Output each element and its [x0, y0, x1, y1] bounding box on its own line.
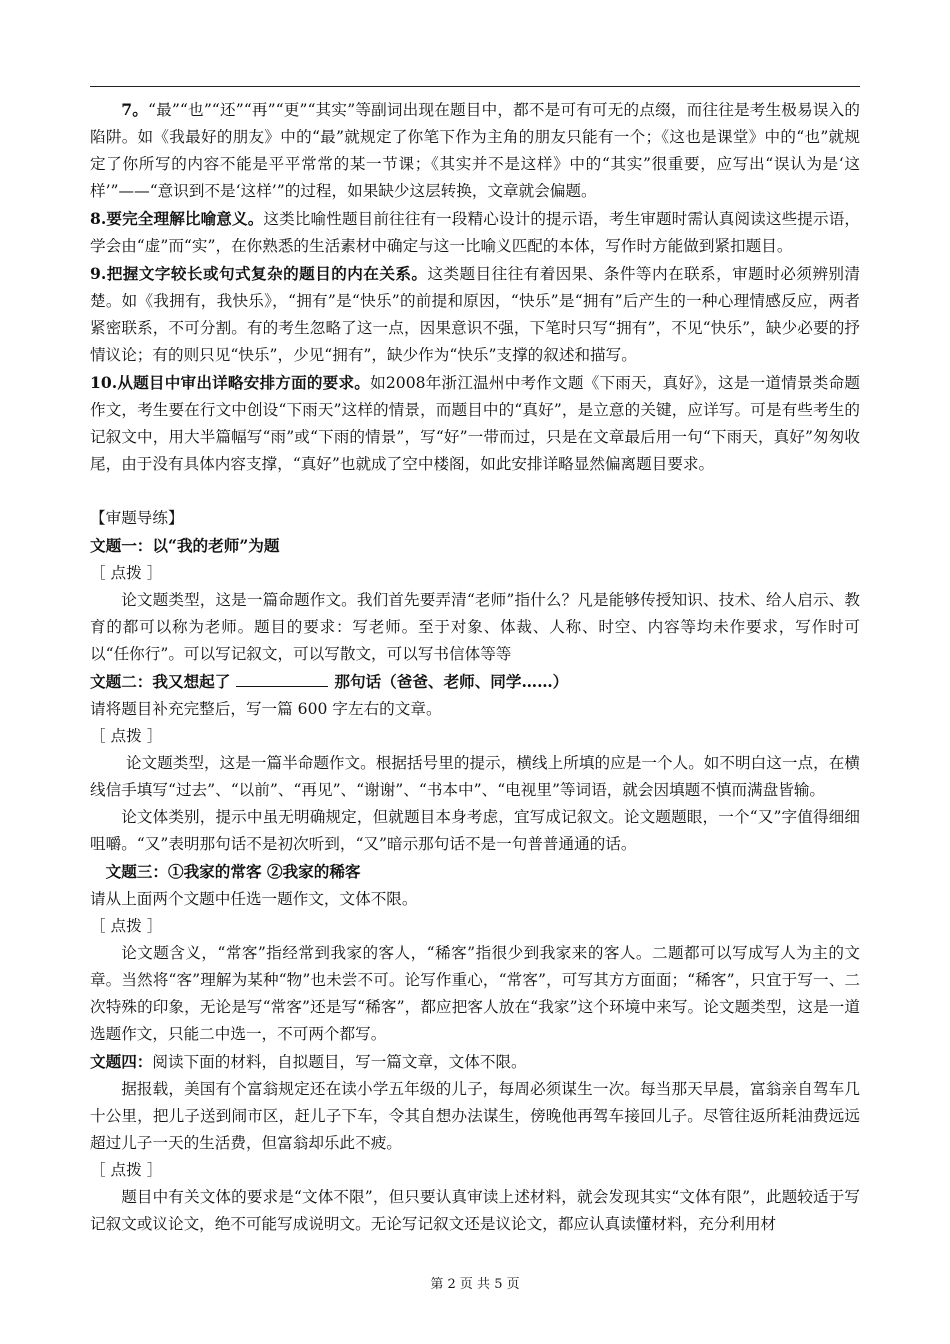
- section-title: 【审题导练】: [90, 509, 184, 527]
- tip-10: [90, 369, 860, 478]
- topic3-title: 文题三：①我家的常客 ②我家的稀客: [105, 862, 361, 881]
- topic3-analysis: 论文题含义，“常客”指经常到我家的客人，“稀客”指很少到我家来的客人。二题都可以写成写人为主的文章。当然将“客”理解为某种“物”也未尝不可。论写作重心，“常客”，可写其方方面面；“稀客”，只宜于写一、二次特殊的印象，无论是写“常客”还是写“稀客”，都应把客人放在“我家”这个环境中来写。论文题类型，这是一道选题作文，只能二中选一，不可两个都写。: [90, 944, 860, 1043]
- tip-9-heading: 把握文字较长或句式复杂的题目的内在关系。: [106, 264, 428, 283]
- tip-8-text: 这类比喻性题目前往往有一段精心设计的提示语，考生审题时需认真阅读这些提示语，学会由“虚”而“实”，在你熟悉的生活素材中确定与这一比喻义匹配的本体，写作时方能做到紧扣题目。: [90, 210, 860, 255]
- tip-8-heading: 要完全理解比喻意义。: [106, 209, 264, 228]
- topic2-analysis-1: 论文题类型，这是一篇半命题作文。根据括号里的提示，横线上所填的应是一个人。如不明白这一点，在横线信手填写“过去”、“以前”、“再见”、“谢谢”、“书本中”、“电视里”等词语，就会因填题不慎而满盘皆输。: [90, 754, 860, 799]
- topic1-analysis: 论文题类型，这是一篇命题作文。我们首先要弄清“老师”指什么？凡是能够传授知识、技术、给人启示、教育的都可以称为老师。题目的要求：写老师。至于对象、体裁、人称、时空、内容等均未作要求，写作时可以“任你行”。可以写记叙文，可以写散文，可以写书信体等等: [90, 591, 860, 663]
- topic2-instruction: 请将题目补充完整后，写一篇 600 字左右的文章。: [90, 700, 442, 718]
- topic2-analysis-2: 论文体类别，提示中虽无明确规定，但就题目本身考虑，宜写成记叙文。论文题题眼，一个“又”字值得细细咀嚼。“又”表明那句话不是初次听到，“又”暗示那句话不是一句普普通通的话。: [90, 808, 860, 853]
- topic4-title: 文题四：阅读下面的材料，自拟题目，写一篇文章，文体不限。: [90, 1052, 527, 1071]
- tip-8: [90, 205, 860, 260]
- topic1-title: 文题一：以“我的老师”为题: [90, 536, 280, 555]
- tip-9-number: 9.: [90, 264, 107, 283]
- topic2-title: 文题二：我又想起了 那句话（爸爸、老师、同学……）: [90, 672, 569, 691]
- tip-10-heading: 从题目中审出详略安排方面的要求。: [117, 373, 371, 392]
- topic2-hint-label: ［ 点拨 ］: [90, 727, 163, 745]
- page-body: [90, 96, 860, 1238]
- tip-7-text: “最”“也”“还”“再”“更”“其实”等副词出现在题目中，都不是可有可无的点缀，而往往是考生极易误入的陷阱。如《我最好的朋友》中的“最”就规定了你笔下作为主角的朋友只能有一个；《这也是课堂》中的“也”就规定了你所写的内容不能是平平常常的某一节课；《其实并不是这样》中的“其实”很重要，应写出“误认为是‘这样’”——“意识到不是‘这样’”的过程，如果缺少这层转换，文章就会偏题。: [90, 101, 860, 200]
- header-rule: [90, 86, 860, 87]
- fill-in-blank: [236, 672, 328, 687]
- topic1-hint-label: ［ 点拨 ］: [90, 564, 163, 582]
- topic3-instruction: 请从上面两个文题中任选一题作文，文体不限。: [90, 890, 418, 908]
- tip-10-text: 如2008年浙江温州中考作文题《下雨天，真好》，这是一道情景类命题作文，考生要在行文中创设“下雨天”这样的情景，而题目中的“真好”，是立意的关键，应详写。可是有些考生的记叙文中，用大半篇幅写“雨”或“下雨的情景”，写“好”一带而过，只是在文章最后用一句“下雨天，真好”匆匆收尾，由于没有具体内容支撑，“真好”也就成了空中楼阁，如此安排详略显然偏离题目要求。: [90, 374, 860, 473]
- topic4-analysis: 题目中有关文体的要求是“文体不限”，但只要认真审读上述材料，就会发现其实“文体有限”，此题较适于写记叙文或议论文，绝不可能写成说明文。无论写记叙文还是议论文，都应认真读懂材料，充分利用材: [90, 1188, 860, 1233]
- tip-7: [90, 96, 860, 205]
- page-footer: 第 2 页 共 5 页: [430, 1277, 520, 1292]
- topic4-hint-label: ［ 点拨 ］: [90, 1161, 163, 1179]
- tip-7-number: 7。: [121, 100, 148, 119]
- tip-9: [90, 260, 860, 369]
- tip-10-number: 10.: [90, 373, 118, 392]
- topic3-hint-label: ［ 点拨 ］: [90, 917, 163, 935]
- tip-9-text: 这类题目往往有着因果、条件等内在联系，审题时必须辨别清楚。如《我拥有，我快乐》，“拥有”是“快乐”的前提和原因，“快乐”是“拥有”后产生的一种心理情感反应，两者紧密联系，不可分割。有的考生忽略了这一点，因果意识不强，下笔时只写“拥有”，不见“快乐”，缺少必要的抒情议论；有的则只见“快乐”，少见“拥有”，缺少作为“快乐”支撑的叙述和描写。: [90, 265, 860, 364]
- tip-8-number: 8.: [90, 209, 107, 228]
- topic4-material: 据报载，美国有个富翁规定还在读小学五年级的儿子，每周必须谋生一次。每当那天早晨，富翁亲自驾车几十公里，把儿子送到闹市区，赶儿子下车，令其自想办法谋生，傍晚他再驾车接回儿子。尽管往返所耗油费远远超过儿子一天的生活费，但富翁却乐此不疲。: [90, 1080, 860, 1152]
